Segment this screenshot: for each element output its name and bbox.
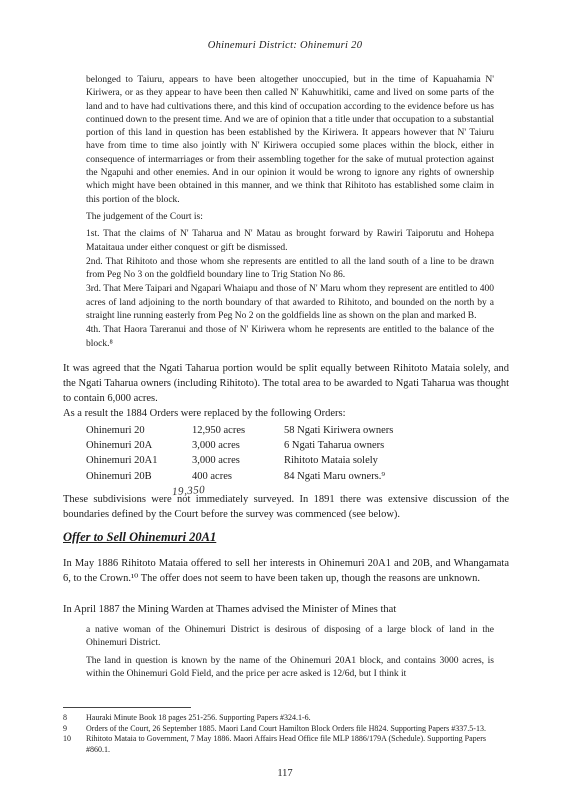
body-paragraph-1 [63,362,509,406]
area-cell: 3,000 acres [192,455,240,467]
table-row [86,425,484,440]
owners-cell: 58 Ngati Kiriwera owners [284,425,394,436]
page-number: 117 [277,768,293,779]
judgement-quote-block [86,74,494,352]
body-paragraph-1-text: It was agreed that the Ngati Taharua portion would be split equally between Rihitoto Mataia solely, and the Ngati Taharua owners (including Rihitoto). The total area to be awarded to Ngati Taharua was thought to contain 6,000 acres. [63,363,509,404]
table-row [86,471,484,486]
running-head: Ohinemuri District: Ohinemuri 20 [207,40,363,51]
footnote-10 [63,734,503,755]
table-row [86,440,484,455]
footnote-divider [63,707,191,708]
body-paragraph-2-text: As a result the 1884 Orders were replaced by the following Orders: [63,408,346,419]
quote-paragraph: belonged to Taiuru, appears to have been altogether unoccupied, but in the time of Kapuahamia N' Kiriwera, or as they appear to have been then called N' Kahuwhitiki, came and lived on some parts of the land and to have had cultivations there, and this kind of occupation according to the evidence before us has continued down to the present time. And we are of opinion that a title under that occupation to a substantial portion of this land in question has been established by the Kiriwera. It appears however that N' Taiuru have from time to time also jointly with N' Kiriwera occupied some places within the block, either in consequence of intermarriages or from their assembling together for the sake of mutual protection against the Ngapuhi and other enemies. And in our opinion it would be wrong to ignore any rights of ownership which might have been obtained in this manner, and we think that Rihitoto has established some claim in this portion of the block. [86,75,494,205]
quote-paragraph: a native woman of the Ohinemuri District is desirous of disposing of a large block of land in the Ohinemuri District. [86,625,494,649]
footnote-text: Rihitoto Mataia to Government, 7 May 1886. Maori Affairs Head Office file MLP 1886/179A (Schedule). Supporting Papers #860.1. [86,734,487,754]
footnote-number: 10 [63,734,71,744]
footnote-text: Orders of the Court, 26 September 1885. Maori Land Court Hamilton Block Orders file H824. Supporting Papers #337.5-13. [86,723,486,733]
area-cell: 400 acres [192,470,232,482]
judgement-item-2: 2nd. That Rihitoto and those whom she represents are entitled to all the land south of a line to be drawn from Peg No 3 on the goldfield boundary line to Trig Station No 86. [86,256,494,281]
judgement-item-1: 1st. That the claims of N' Taharua and N' Matau as brought forward by Rawiri Taiporutu and Hohepa Mataitaua under either conquest or gift be dismissed. [86,229,494,253]
judgement-item-3: 3rd. That Mere Taipari and Ngapari Whaiapu and those of N' Maru whom they represent are entitled to 400 acres of land adjoining to the north boundary of that awarded to Rihitoto, and bounded on the north by a straight line running easterly from Peg No 2 on the goldfields line as shown on the plan and marked B. [86,284,494,322]
owners-cell: 6 Ngati Taharua owners [284,440,385,452]
footnotes [63,713,503,755]
area-cell: 12,950 acres [192,425,246,436]
judgement-item-4: 4th. That Haora Tareranui and those of N' Kiriwera whom he represents are entitled to the balance of the block.⁸ [86,325,494,349]
area-cell: 3,000 acres [192,440,240,452]
handwritten-annotation: 19,350 [171,483,206,499]
judgement-intro: The judgement of the Court is: [86,211,203,222]
footnote-number: 8 [63,713,67,722]
owners-cell: 84 Ngati Maru owners.⁹ [284,470,386,482]
footnote-8 [63,713,503,724]
block-cell: Ohinemuri 20 [86,425,145,436]
owners-cell: Rihitoto Mataia solely [284,455,378,467]
body-paragraph-4 [63,557,509,587]
table-row [86,455,484,470]
footnote-text: Hauraki Minute Book 18 pages 251-256. Supporting Papers #324.1-6. [86,713,311,722]
block-cell: Ohinemuri 20A [86,440,153,452]
body-paragraph-2 [63,407,509,422]
block-cell: Ohinemuri 20A1 [86,455,158,467]
body-paragraph-4-text: In May 1886 Rihitoto Mataia offered to sell her interests in Ohinemuri 20A1 and 20B, and Whangamata 6, to the Crown.¹⁰ The offer does not seem to have been taken up, though the reasons are unknown. [63,558,509,584]
footnote-9 [63,724,503,735]
block-cell: Ohinemuri 20B [86,470,152,482]
quote-paragraph: The land in question is known by the name of the Ohinemuri 20A1 block, and contains 3000 acres, is within the Ohinemuri Gold Field, and the price per acre asked is 12/6d, but I think it [86,655,494,679]
footnote-number: 9 [63,723,67,733]
body-paragraph-5-text: In April 1887 the Mining Warden at Thames advised the Minister of Mines that [63,604,397,615]
section-heading: Offer to Sell Ohinemuri 20A1 [63,530,217,544]
body-paragraph-3-text: These subdivisions were not immediately surveyed. In 1891 there was extensive discussion of the boundaries defined by the Court before the survey was commenced (see below). [63,494,509,520]
warden-quote-block [86,624,494,685]
body-paragraph-3 [63,493,509,523]
orders-table [86,425,484,486]
body-paragraph-5 [63,603,509,618]
